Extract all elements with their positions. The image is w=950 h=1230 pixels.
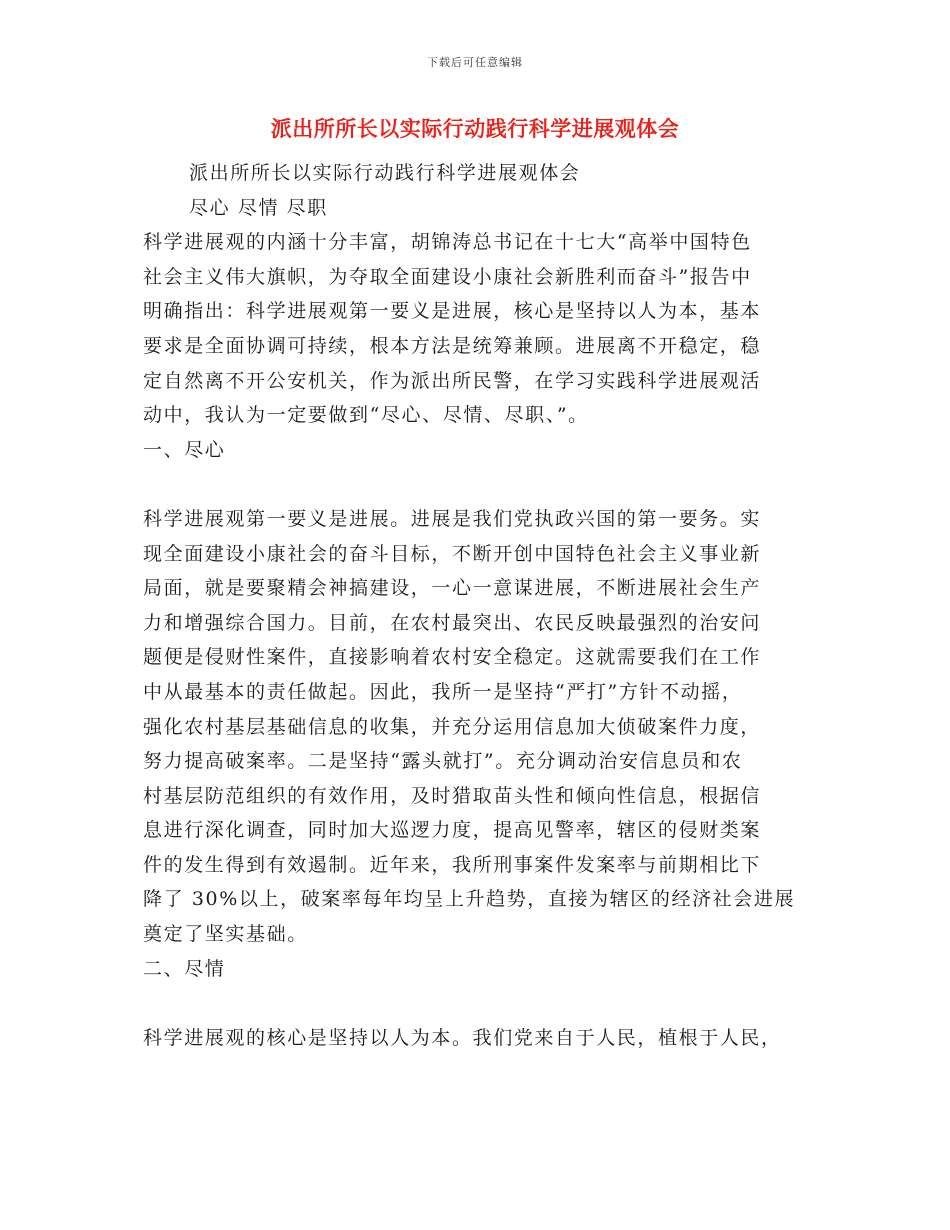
paragraph-line: 定自然离不开公安机关，作为派出所民警，在学习实践科学进展观活: [143, 369, 762, 392]
paragraph-line: 要求是全面协调可持续，根本方法是统筹兼顾。进展离不开稳定，稳: [143, 334, 762, 357]
section-heading: 一、尽心: [143, 438, 226, 461]
paragraph-line: 努力提高破案率。二是坚持“露头就打”。充分调动治安信息员和农: [143, 750, 743, 773]
section-heading: 二、尽情: [143, 957, 226, 980]
document-title: 派出所所长以实际行动践行科学进展观体会: [270, 116, 680, 141]
paragraph-line: 科学进展观的内涵十分丰富，胡锦涛总书记在十七大“高举中国特色: [143, 231, 752, 254]
paragraph-line: 强化农村基层基础信息的收集，并充分运用信息加大侦破案件力度，: [143, 715, 762, 738]
document-subtitle: 派出所所长以实际行动践行科学进展观体会: [189, 162, 581, 184]
section2-paragraph: [143, 1021, 811, 1056]
paragraph-line: 动中，我认为一定要做到“尽心、尽情、尽职、”。: [143, 404, 589, 427]
blank-line: [143, 467, 811, 502]
paragraph-line: 现全面建设小康社会的奋斗目标，不断开创中国特色社会主义事业新: [143, 542, 762, 565]
paragraph-line: 科学进展观第一要义是进展。进展是我们党执政兴国的第一要务。实: [143, 507, 762, 530]
paragraph-line: 明确指出：科学进展观第一要义是进展，核心是坚持以人为本，基本: [143, 300, 762, 323]
paragraph-line: 村基层防范组织的有效作用，及时猎取苗头性和倾向性信息，根据信: [143, 784, 762, 807]
document-body: [143, 156, 811, 1055]
document-motto: 尽心 尽情 尽职: [189, 196, 328, 219]
paragraph-line: 奠定了坚实基础。: [143, 923, 308, 946]
blank-line: [143, 986, 811, 1021]
paragraph-line: 力和增强综合国力。目前，在农村最突出、农民反映最强烈的治安问: [143, 611, 762, 634]
section1-paragraph: [143, 502, 811, 952]
paragraph-line: 题便是侵财性案件，直接影响着农村安全稳定。这就需要我们在工作: [143, 646, 762, 669]
intro-paragraph: [143, 225, 811, 433]
paragraph-line: 件的发生得到有效遏制。近年来，我所刑事案件发案率与前期相比下: [143, 853, 762, 876]
paragraph-line: 社会主义伟大旗帜，为夺取全面建设小康社会新胜利而奋斗”报告中: [143, 265, 752, 288]
paragraph-line: 局面，就是要聚精会神搞建设，一心一意谋进展，不断进展社会生产: [143, 577, 762, 600]
paragraph-line: 降了 30%以上，破案率每年均呈上升趋势，直接为辖区的经济社会进展: [143, 888, 796, 911]
page-header: 下载后可任意编辑: [427, 56, 523, 69]
paragraph-line: 科学进展观的核心是坚持以人为本。我们党来自于人民，植根于人民，: [143, 1026, 782, 1049]
paragraph-line: 中从最基本的责任做起。因此，我所一是坚持“严打”方针不动摇，: [143, 680, 743, 703]
paragraph-line: 息进行深化调查，同时加大巡逻力度，提高见警率，辖区的侵财类案: [143, 819, 762, 842]
